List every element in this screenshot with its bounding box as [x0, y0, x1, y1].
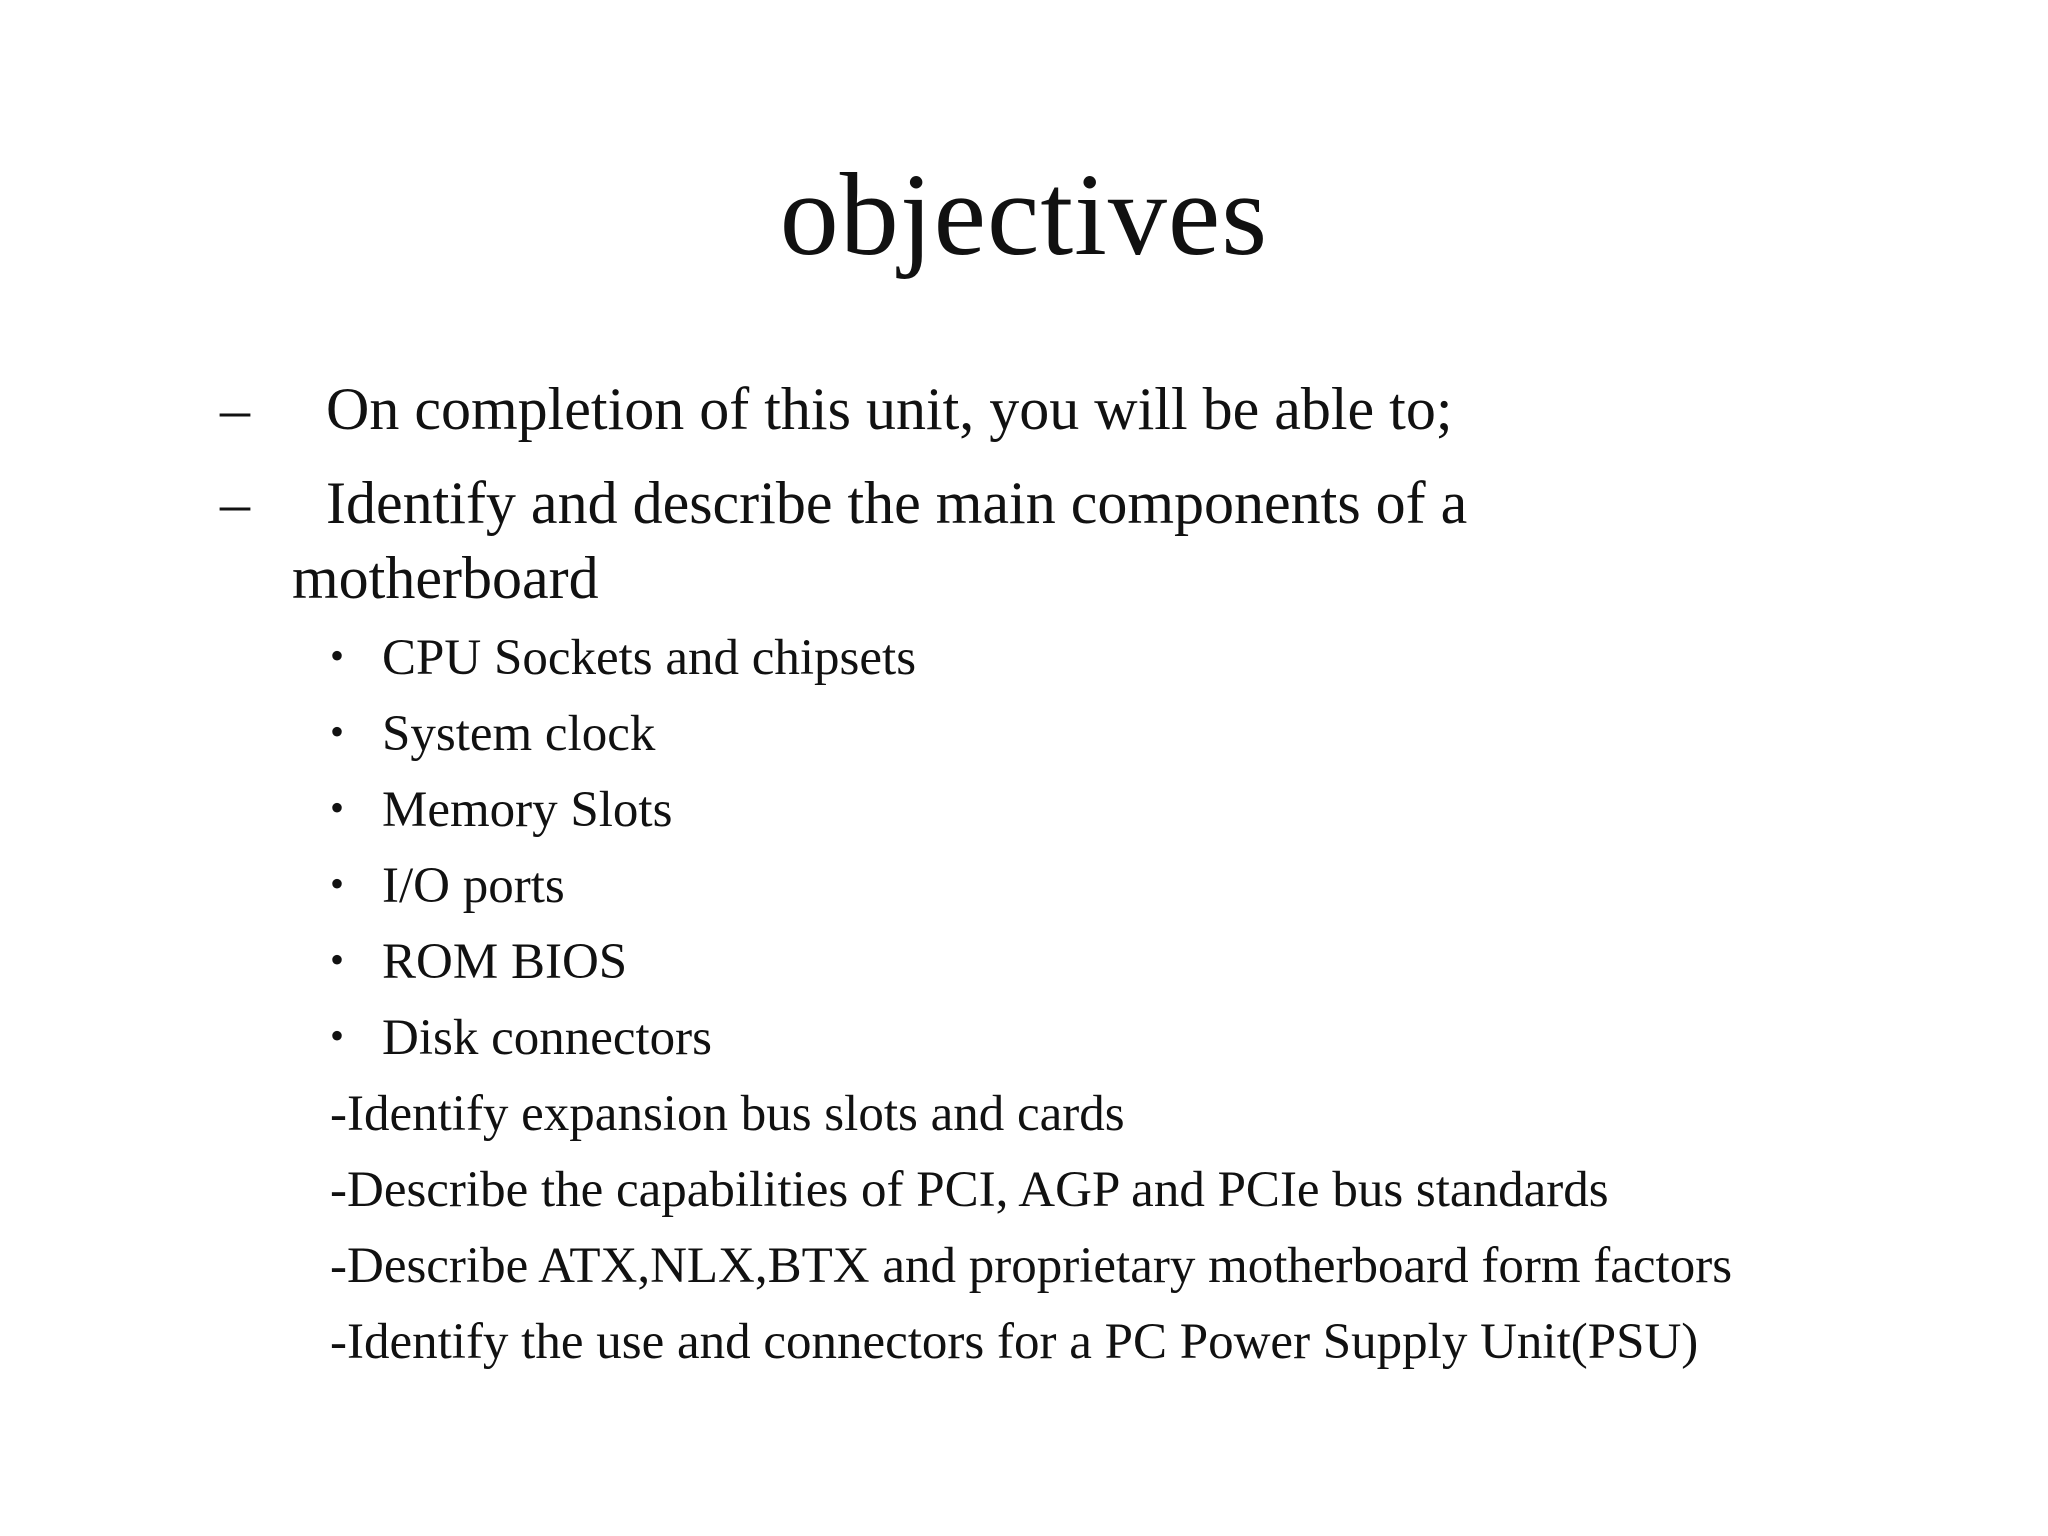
bullet-marker: • [330, 1013, 345, 1058]
bullet-marker: • [330, 937, 345, 982]
sub-item: -Identify expansion bus slots and cards [330, 1086, 1125, 1142]
bullet-marker: • [330, 785, 345, 830]
bullet-marker: • [330, 861, 345, 906]
dash-marker: – [220, 376, 250, 442]
bullet-text: I/O ports [382, 858, 565, 914]
dash-marker: – [220, 470, 250, 536]
bullet-text: ROM BIOS [382, 934, 628, 990]
bullet-text: CPU Sockets and chipsets [382, 630, 917, 686]
bullet-text: Memory Slots [382, 782, 673, 838]
dash-item-text: Identify and describe the main components of a [326, 470, 1468, 536]
sub-item: -Describe the capabilities of PCI, AGP and PCIe bus standards [330, 1162, 1609, 1218]
bullet-marker: • [330, 709, 345, 754]
bullet-text: System clock [382, 706, 656, 762]
bullet-text: Disk connectors [382, 1010, 713, 1066]
dash-item-continuation: motherboard [292, 545, 599, 611]
bullet-marker: • [330, 633, 345, 678]
sub-item: -Identify the use and connectors for a PC Power Supply Unit(PSU) [330, 1314, 1699, 1370]
dash-item-text: On completion of this unit, you will be able to; [326, 376, 1453, 442]
slide-title: objectives [779, 149, 1269, 280]
sub-item: -Describe ATX,NLX,BTX and proprietary motherboard form factors [330, 1238, 1733, 1294]
